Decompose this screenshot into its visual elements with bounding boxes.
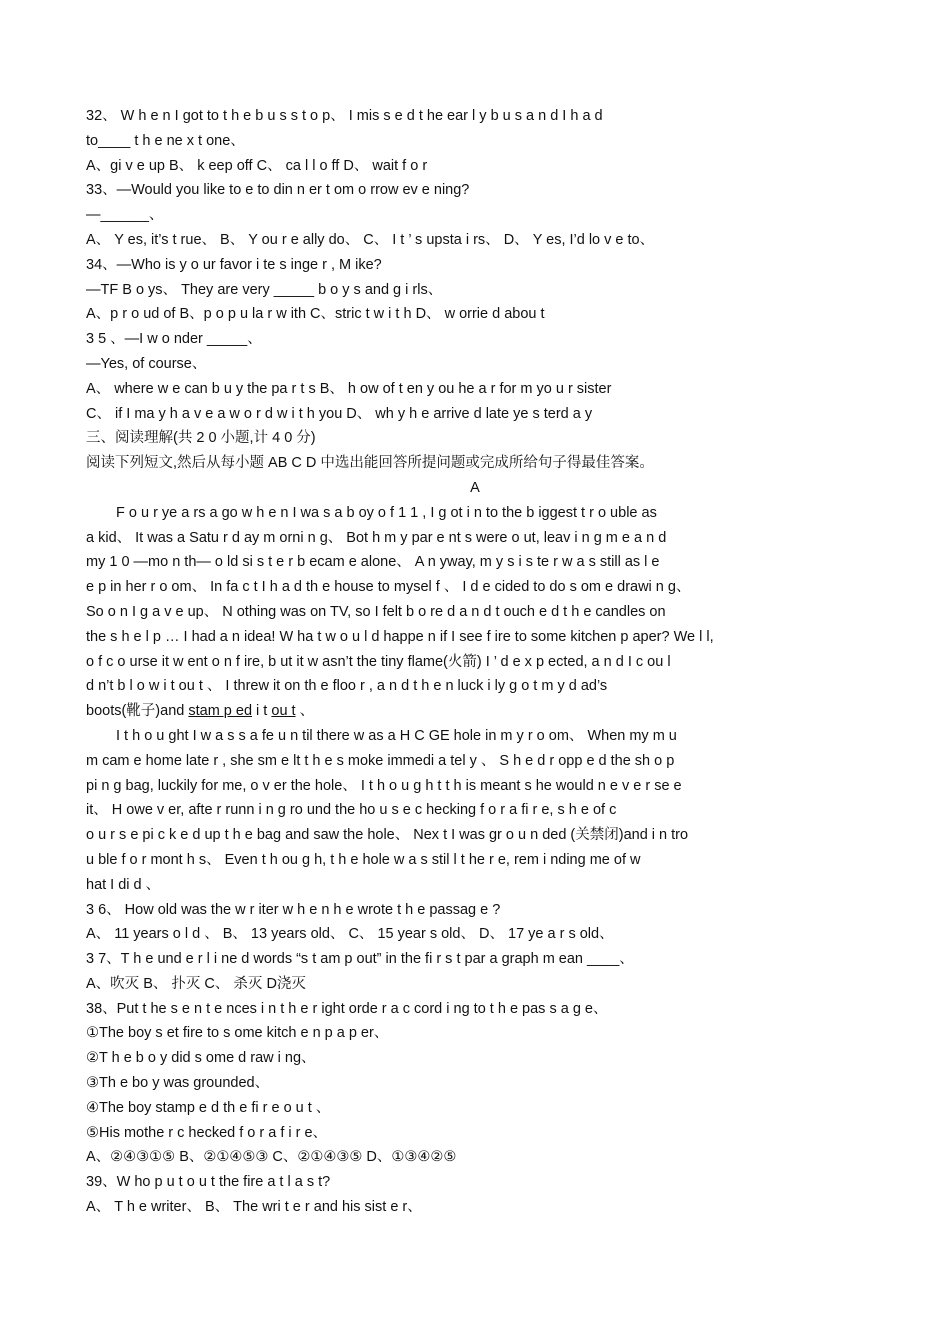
options-35-cd: C、 if I ma y h a v e a w o r d w i t h you D、 wh y h e arrive d late ye s terd a y (86, 405, 593, 422)
passage-line: o u r s e pi c k e d up t h e bag and saw the hole、 Nex t I was gr o u n ded (关禁闭)and i n tro (86, 827, 689, 844)
text-segment: boots(靴子)and (86, 703, 189, 720)
underlined-word-out: ou t (271, 703, 296, 720)
options-36: A、 11 years o l d 、 B、 13 years old、 C、 15 year s old、 D、 17 ye a r s old、 (86, 926, 614, 943)
passage-line: o f c o urse it w ent o n f ire, b ut it w asn’t the tiny flame(火箭) I ’ d e x p ected, a n d I c ou l (86, 653, 671, 670)
options-37: A、吹灭 B、 扑灭 C、 杀灭 D浇灭 (86, 975, 306, 992)
question-38: 38、Put t he s e n t e nces i n t h e r ight orde r a c cord i ng to t h e pas s a g e、 (86, 1000, 608, 1017)
sentence-1: ①The boy s et fire to s ome kitch e n p a p er、 (86, 1025, 389, 1042)
question-36: 3 6、 How old was the w r iter w h e n h e wrote t h e passag e ? (86, 901, 501, 918)
passage-line: F o u r ye a rs a go w h e n I wa s a b oy o f 1 1 , I g ot i n to the b iggest t r o uble as (116, 504, 657, 521)
passage-line: I t h o u ght I w a s s a fe u n til there w as a H C GE hole in m y r o om、 When my m u (116, 727, 677, 744)
question-34: 34、—Who is y o ur favor i te s inge r , M ike? (86, 256, 382, 273)
sentence-4: ④The boy stamp e d th e fi r e o u t 、 (86, 1099, 331, 1116)
question-35-cont: —Yes, of course、 (86, 355, 207, 372)
options-35-ab: A、 where w e can b u y the pa r t s B、 h ow of t en y ou he a r for m yo u r sister (86, 380, 612, 397)
passage-line: a kid、 It was a Satu r d ay m orni n g、 Bot h m y par e nt s were o ut, leav i n g m e a n d (86, 529, 667, 546)
passage-line: e p in her r o om、 In fa c t I h a d th e house to mysel f 、 I d e cided to do s om e drawi n g、 (86, 579, 691, 596)
sentence-2: ②T h e b o y did s ome d raw i ng、 (86, 1050, 316, 1067)
options-39: A、 T h e writer、 B、 The wri t e r and his sist e r、 (86, 1199, 422, 1216)
options-33: A、 Y es, it’s t rue、 B、 Y ou r e ally do、 C、 I t ’ s upsta i rs、 D、 Y es, I’d lo v e to、 (86, 231, 655, 248)
sentence-3: ③Th e bo y was grounded、 (86, 1075, 270, 1092)
underlined-word-stamped: stam p ed (188, 703, 253, 720)
passage-line: the s h e l p … I had a n idea! W ha t w o u l d happe n if I see f ire to some kitchen p aper? We l l, (86, 628, 714, 645)
passage-line: hat I di d 、 (86, 876, 161, 893)
document-page (86, 104, 864, 1220)
passage-line-underlined (86, 699, 864, 724)
passage-label: A (470, 479, 480, 496)
text-segment: i t (252, 703, 272, 720)
question-34-cont: —TF B o ys、 They are very _____ b o y s and g i rls、 (86, 281, 443, 298)
question-32-cont: to____ t h e ne x t one、 (86, 132, 245, 149)
section-heading: 三、阅读理解(共 2 0 小题,计 4 0 分) (86, 430, 316, 447)
sentence-5: ⑤His mothe r c hecked f o r a f i r e、 (86, 1124, 328, 1141)
question-33-blank: —______、 (86, 207, 164, 224)
question-32: 32、 W h e n I got to t h e b u s s t o p、 I mis s e d t he ear l y b u s a n d I h a d (86, 108, 603, 124)
passage-line: d n’t b l o w i t ou t 、 I threw it on th e floo r , a n d t h e n luck i ly g o t m y d ad’s (86, 678, 608, 695)
question-37: 3 7、T h e und e r l i ne d words “s t am p out” in the fi r s t par a graph m ean ____、 (86, 951, 634, 968)
question-33: 33、—Would you like to e to din n er t om o rrow ev e ning? (86, 182, 470, 199)
passage-line: my 1 0 —mo n th— o ld si s t e r b ecam e alone、 A n yway, m y s i s te r w a s still as l e (86, 554, 660, 571)
options-32: A、gi v e up B、 k eep off C、 ca l l o ff D、 wait f o r (86, 157, 428, 174)
section-instructions: 阅读下列短文,然后从每小题 AB C D 中选出能回答所提问题或完成所给句子得最佳答案。 (86, 455, 654, 472)
passage-line: m cam e home late r , she sm e lt t h e s moke immedi a tel y 、 S h e d r opp e d the sh o p (86, 752, 675, 769)
options-34: A、p r o ud of B、p o p u la r w ith C、stric t w i t h D、 w orrie d abou t (86, 306, 545, 323)
question-35: 3 5 、—I w o nder _____、 (86, 331, 262, 348)
passage-line: u ble f o r mont h s、 Even t h ou g h, t h e hole w a s stil l t he r e, rem i nding me of w (86, 851, 641, 868)
passage-line: So o n I g a v e up、 N othing was on TV, so I felt b o re d a n d t ouch e d t h e candles on (86, 603, 666, 620)
passage-line: it、 H owe v er, afte r runn i n g ro und the ho u s e c hecking f o r a fi r e, s h e of c (86, 802, 617, 819)
text-segment: 、 (295, 703, 315, 720)
passage-line: pi n g bag, luckily for me, o v er the hole、 I t h o u g h t t h is meant s he would n e v e r se e (86, 777, 682, 794)
options-38: A、②④③①⑤ B、②①④⑤③ C、②①④③⑤ D、①③④②⑤ (86, 1149, 457, 1166)
question-39: 39、W ho p u t o u t the fire a t l a s t? (86, 1174, 331, 1191)
